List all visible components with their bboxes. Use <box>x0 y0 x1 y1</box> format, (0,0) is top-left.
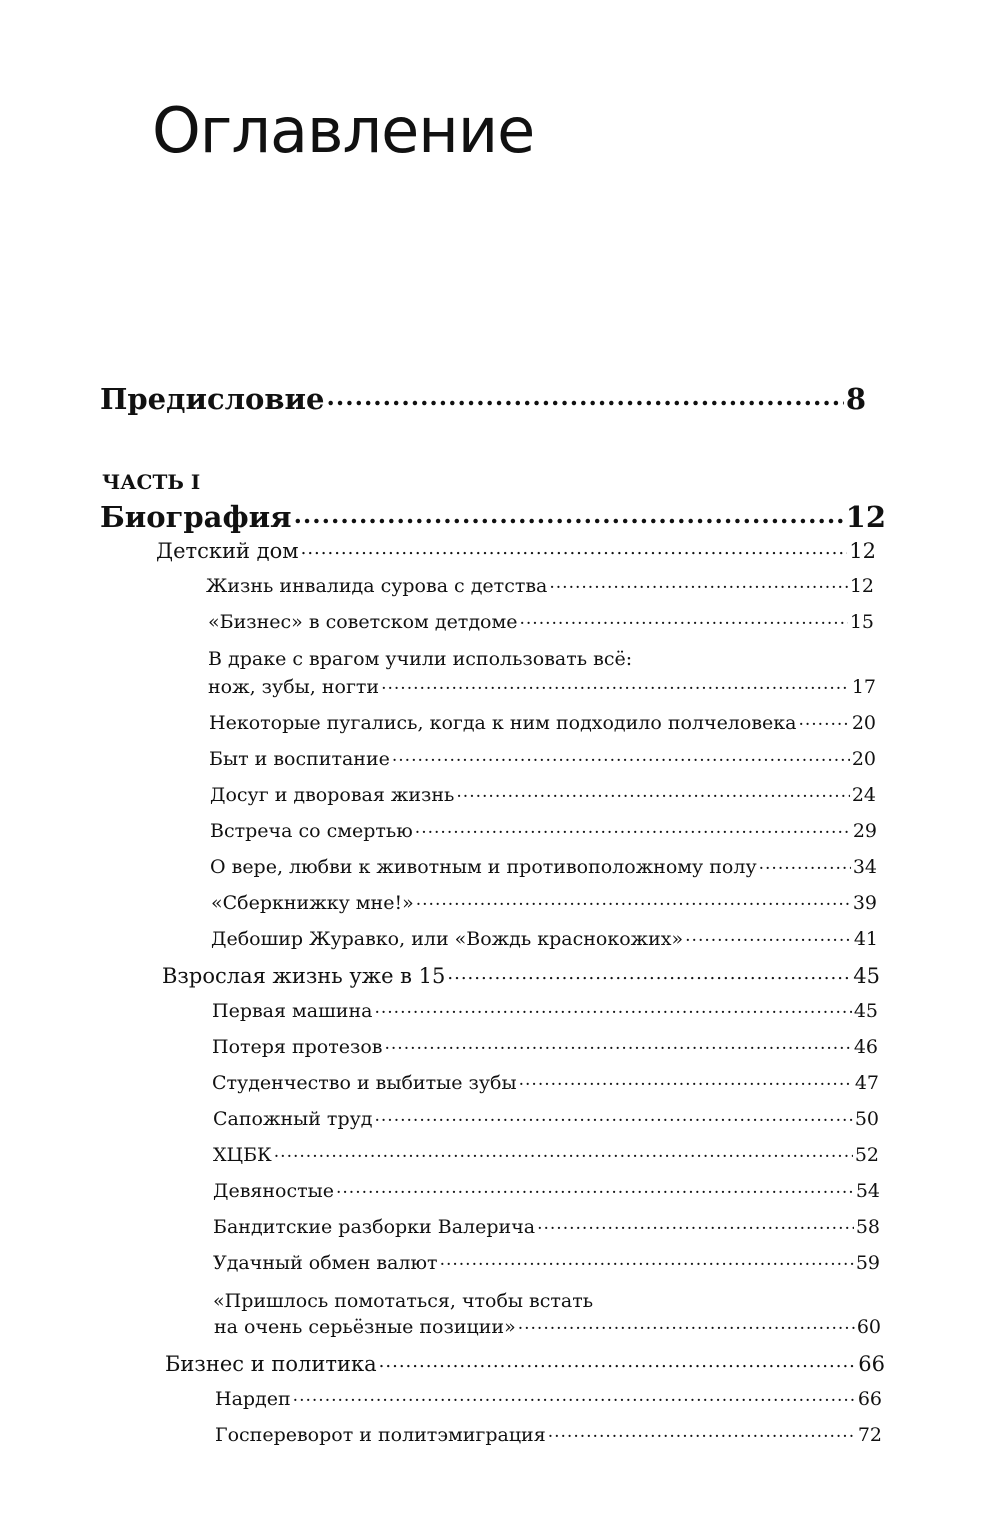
toc-entry-title: на очень серьёзные позиции» <box>214 1316 516 1338</box>
toc-entry-page: 45 <box>853 1000 878 1022</box>
toc-entry-page: 60 <box>856 1316 881 1338</box>
toc-entry-title: Потеря протезов <box>212 1036 383 1058</box>
dot-leader <box>519 1072 853 1094</box>
toc-entry-page: 46 <box>853 1036 878 1058</box>
toc-entry-page: 66 <box>857 1388 882 1410</box>
toc-entry-title: «Сберкнижку мне!» <box>211 892 414 914</box>
toc-chapter[interactable] <box>165 1352 885 1376</box>
toc-entry-title: Удачный обмен валют <box>213 1252 438 1274</box>
toc-entry-title: Бизнес и политика <box>165 1352 377 1376</box>
dot-leader <box>415 820 851 842</box>
dot-leader <box>381 676 850 698</box>
dot-leader <box>379 1353 857 1376</box>
toc-section[interactable] <box>213 1252 880 1274</box>
toc-entry-page: 17 <box>851 676 876 698</box>
toc-entry-page: 12 <box>849 539 876 563</box>
toc-entry-part-title[interactable] <box>100 500 886 534</box>
toc-entry-title: Досуг и дворовая жизнь <box>210 784 455 806</box>
toc-entry-page: 54 <box>855 1180 880 1202</box>
toc-section[interactable] <box>208 611 874 633</box>
toc-chapter[interactable] <box>156 539 876 563</box>
toc-entry-page: 24 <box>851 784 876 806</box>
dot-leader <box>374 1000 851 1022</box>
toc-section[interactable] <box>208 676 876 698</box>
toc-entry-title: Встреча со смертью <box>210 820 413 842</box>
toc-entry-title: Предисловие <box>100 382 325 416</box>
dot-leader <box>327 385 844 416</box>
toc-entry-title: Быт и воспитание <box>209 748 390 770</box>
toc-entry-page: 15 <box>849 611 874 633</box>
toc-entry-page: 72 <box>857 1424 882 1446</box>
toc-section[interactable] <box>211 928 878 950</box>
toc-entry-preface[interactable] <box>100 382 866 416</box>
toc-entry-page: 52 <box>854 1144 879 1166</box>
toc-entry-page: 39 <box>852 892 877 914</box>
toc-entry-page: 8 <box>845 382 866 416</box>
toc-section[interactable] <box>210 820 877 842</box>
dot-leader <box>375 1108 853 1130</box>
dot-leader <box>274 1144 853 1166</box>
toc-entry-title: Бандитские разборки Валерича <box>213 1216 536 1238</box>
toc-section-line1: «Пришлось помотаться, чтобы встать <box>213 1290 594 1312</box>
toc-entry-title: О вере, любви к животным и противоположному полу <box>210 856 757 878</box>
page-title: Оглавление <box>152 94 535 167</box>
toc-entry-title: ХЦБК <box>213 1144 272 1166</box>
toc-section[interactable] <box>210 856 877 878</box>
toc-entry-page: 41 <box>853 928 878 950</box>
toc-entry-page: 58 <box>855 1216 880 1238</box>
toc-entry-page: 12 <box>849 575 874 597</box>
toc-section[interactable] <box>215 1424 882 1446</box>
toc-section[interactable] <box>206 575 874 597</box>
toc-entry-title: Взрослая жизнь уже в 15 <box>162 964 446 988</box>
toc-entry-page: 34 <box>852 856 877 878</box>
toc-entry-title: нож, зубы, ногти <box>208 676 380 698</box>
dot-leader <box>456 784 849 806</box>
toc-entry-title: Сапожный труд <box>213 1108 373 1130</box>
toc-chapter[interactable] <box>162 964 880 988</box>
dot-leader <box>416 892 851 914</box>
toc-entry-title: Детский дом <box>156 539 299 563</box>
dot-leader <box>293 1388 856 1410</box>
dot-leader <box>537 1216 854 1238</box>
toc-entry-title: Студенчество и выбитые зубы <box>212 1072 517 1094</box>
toc-entry-title: Госпереворот и политэмиграция <box>215 1424 546 1446</box>
toc-section[interactable] <box>212 1072 879 1094</box>
toc-entry-page: 20 <box>851 748 876 770</box>
dot-leader <box>294 503 844 534</box>
toc-section[interactable] <box>213 1108 879 1130</box>
toc-section[interactable] <box>215 1388 882 1410</box>
toc-entry-title: Биография <box>100 500 292 534</box>
dot-leader <box>549 575 847 597</box>
dot-leader <box>336 1180 854 1202</box>
dot-leader <box>440 1252 854 1274</box>
toc-entry-title: Нардеп <box>215 1388 291 1410</box>
toc-section[interactable] <box>212 1000 878 1022</box>
toc-section[interactable] <box>209 712 876 734</box>
toc-section[interactable] <box>214 1316 881 1338</box>
toc-entry-page: 50 <box>854 1108 879 1130</box>
toc-entry-title: Некоторые пугались, когда к ним подходило полчеловека <box>209 712 797 734</box>
toc-entry-title: Первая машина <box>212 1000 373 1022</box>
toc-entry-page: 66 <box>858 1352 885 1376</box>
toc-entry-page: 47 <box>854 1072 879 1094</box>
dot-leader <box>548 1424 856 1446</box>
toc-section[interactable] <box>210 784 876 806</box>
toc-section[interactable] <box>211 892 877 914</box>
toc-entry-title: «Бизнес» в советском детдоме <box>208 611 518 633</box>
toc-section[interactable] <box>213 1144 879 1166</box>
dot-leader <box>301 540 848 563</box>
dot-leader <box>798 712 849 734</box>
toc-entry-page: 45 <box>853 964 880 988</box>
toc-section[interactable] <box>213 1216 880 1238</box>
toc-section[interactable] <box>209 748 876 770</box>
dot-leader <box>685 928 852 950</box>
part-label: ЧАСТЬ I <box>102 470 201 494</box>
toc-entry-title: Дебошир Журавко, или «Вождь краснокожих» <box>211 928 684 950</box>
toc-section-line1: В драке с врагом учили использовать всё: <box>208 648 633 670</box>
dot-leader <box>392 748 850 770</box>
toc-section[interactable] <box>213 1180 880 1202</box>
toc-entry-title: Жизнь инвалида сурова с детства <box>206 575 548 597</box>
dot-leader <box>518 1316 855 1338</box>
toc-entry-page: 12 <box>845 500 886 534</box>
dot-leader <box>447 965 851 988</box>
toc-entry-page: 20 <box>851 712 876 734</box>
dot-leader <box>759 856 851 878</box>
toc-entry-page: 29 <box>852 820 877 842</box>
dot-leader <box>384 1036 851 1058</box>
toc-section[interactable] <box>212 1036 878 1058</box>
dot-leader <box>519 611 847 633</box>
toc-entry-page: 59 <box>855 1252 880 1274</box>
toc-entry-title: Девяностые <box>213 1180 334 1202</box>
